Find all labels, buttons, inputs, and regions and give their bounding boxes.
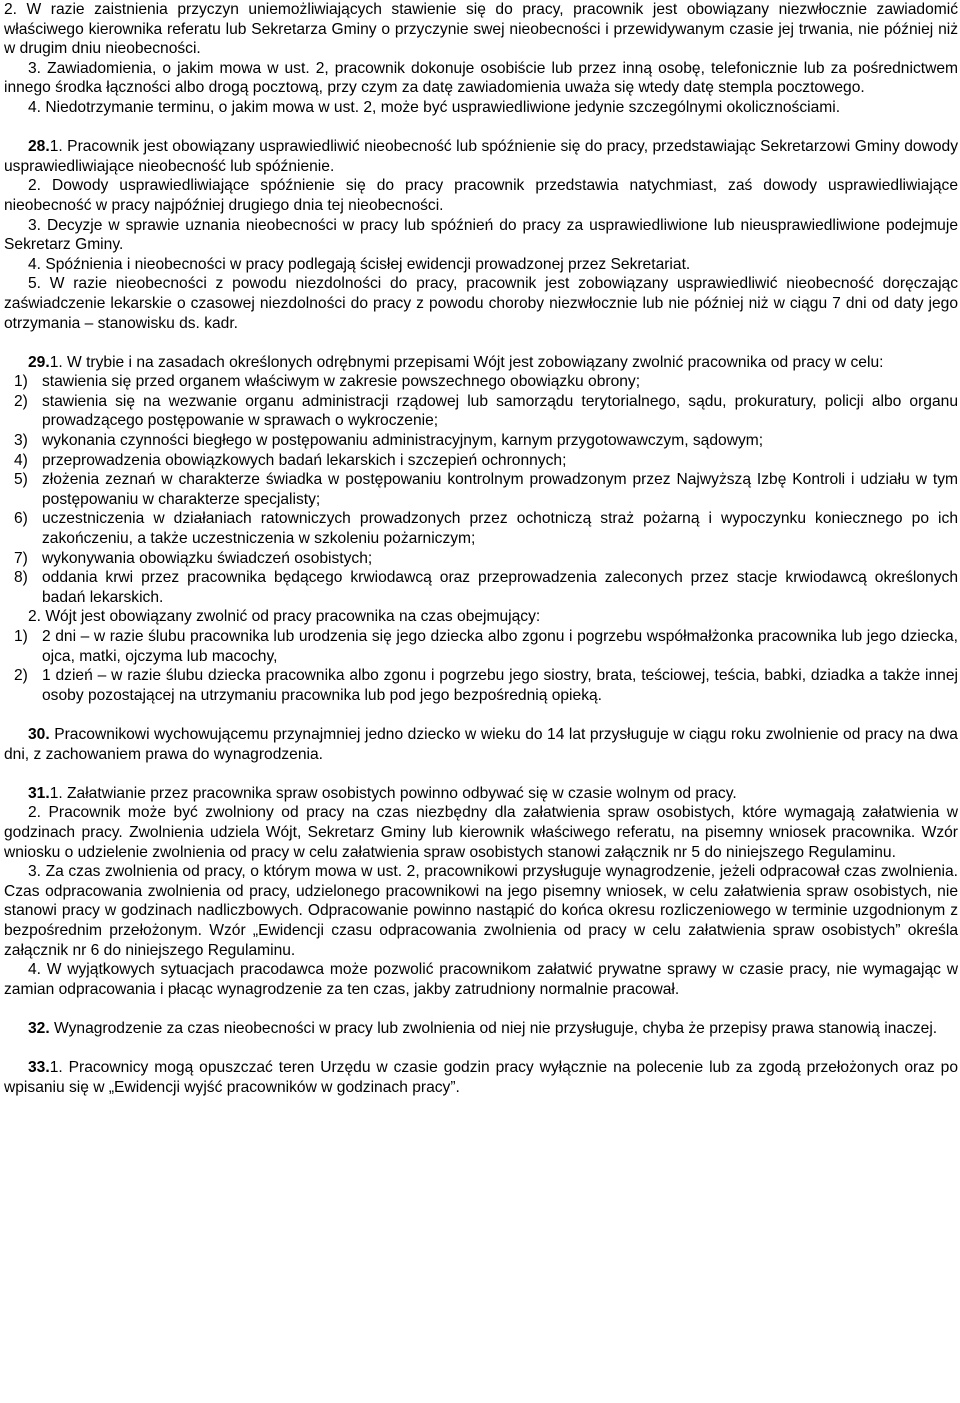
s30-paragraph-text: Pracownikowi wychowującemu przynajmniej jedno dziecko w wieku do 14 lat przysługuje w ciągu roku zwolnienie od pracy na dwa dni, z zachowaniem prawa do wynagrodzenia.	[4, 725, 958, 763]
s28-paragraph-2: 2. Dowody usprawiedliwiające spóźnienie się do pracy pracownik przedstawia natychmiast, zaś dowody usprawiedliwiające nieobecność w pracy najpóźniej drugiego dnia tej nieobecności.	[4, 177, 958, 214]
s31-paragraph-2: 2. Pracownik może być zwolniony od pracy na czas niezbędny dla załatwienia spraw osobistych, które wymagają załatwienia w godzinach pracy. Zwolnienia udziela Wójt, Sekretarz Gminy lub kierownik właściwego referatu, na pisemny wniosek pracownika. Wzór wniosku o udzielenie zwolnienia od pracy w celu załatwienia spraw osobistych stanowi załącznik nr 5 do niniejszego Regulaminu.	[4, 804, 958, 861]
s27-paragraph-3: 3. Zawiadomienia, o jakim mowa w ust. 2, pracownik dokonuje osobiście lub przez inną osobę, telefonicznie lub za pośrednictwem innego środka łączności albo drogą pocztową, przy czym za datę zawiadomienia uważa się wtedy datę stempla pocztowego.	[4, 59, 958, 97]
s31-paragraph-1	[4, 784, 958, 804]
s29-list-2	[4, 627, 958, 705]
s29-paragraph-1	[4, 353, 958, 373]
s29-paragraph-1-text: 1. W trybie i na zasadach określonych odrębnymi przepisami Wójt jest zobowiązany zwolnić pracownika od pracy w celu:	[49, 353, 884, 371]
list-item	[4, 509, 958, 548]
list-item-number: 8)	[14, 569, 28, 587]
list-item-text: stawienia się na wezwanie organu administracji rządowej lub samorządu terytorialnego, sądu, prokuratury, policji albo organu prowadzącego postępowanie w sprawach o wykroczenie;	[42, 392, 958, 430]
list-item-text: stawienia się przed organem właściwym w zakresie powszechnego obowiązku obrony;	[42, 373, 641, 391]
list-item	[4, 392, 958, 431]
list-item-number: 7)	[14, 549, 28, 567]
list-item	[4, 372, 958, 392]
list-item-text: 1 dzień – w razie ślubu dziecka pracownika albo zgonu i pogrzebu jego siostry, brata, teściowej, teścia, babki, dziadka a także innej osoby pozostającej na utrzymaniu pracownika lub pod jego bezpośrednią opieką.	[42, 667, 958, 704]
list-item-number: 1)	[14, 628, 28, 645]
section-spacer	[4, 1038, 958, 1058]
document-page	[4, 0, 958, 1097]
s27-paragraph-4: 4. Niedotrzymanie terminu, o jakim mowa w ust. 2, może być usprawiedliwione jedynie szczególnymi okolicznościami.	[28, 98, 841, 116]
list-item-number: 2)	[14, 667, 28, 685]
s28-number: 28.	[28, 138, 50, 156]
s33-paragraph-1	[4, 1058, 958, 1097]
list-item-text: wykonywania obowiązku świadczeń osobistych;	[42, 549, 373, 567]
list-item-number: 1)	[14, 373, 28, 391]
s28-paragraph-1	[4, 137, 958, 176]
list-item	[4, 431, 958, 451]
s28-paragraph-1-text: 1. Pracownik jest obowiązany usprawiedliwić nieobecność lub spóźnienie się do pracy, przedstawiając Sekretarzowi Gminy dowody usprawiedliwiające nieobecność lub spóźnienie.	[4, 138, 958, 175]
s29-list-1	[4, 372, 958, 607]
s31-paragraph-3: 3. Za czas zwolnienia od pracy, o którym mowa w ust. 2, pracownikowi przysługuje wynagrodzenie, jeżeli odpracował czas zwolnienia. Czas odpracowania zwolnienia od pracy, udzielonego pracownikowi na jego pisemny wniosek, w celu załatwienia spraw osobistych, nie stanowi pracy w godzinach nadliczbowych. Odpracowanie powinno nastąpić do końca okresu rozliczeniowego w terminie uzgodnionym z bezpośrednim przełożonym. Wzór „Ewidencji czasu odpracowania zwolnienia od pracy w celu załatwienia spraw osobistych” określa załącznik nr 6 do niniejszego Regulaminu.	[4, 863, 958, 959]
list-item	[4, 666, 958, 705]
list-item	[4, 451, 958, 471]
list-item-text: uczestniczenia w działaniach ratowniczych prowadzonych przez ochotniczą straż pożarną i wypoczynku koniecznego po ich zakończeniu, a także uczestniczenia w szkoleniu pożarniczym;	[42, 510, 958, 548]
s33-paragraph-1-text: 1. Pracownicy mogą opuszczać teren Urzędu w czasie godzin pracy wyłącznie na polecenie lub za zgodą przełożonych oraz po wpisaniu się w „Ewidencji wyjść pracowników w godzinach pracy”.	[4, 1059, 958, 1096]
list-item-number: 2)	[14, 392, 28, 410]
s28-paragraph-3: 3. Decyzje w sprawie uznania nieobecności w pracy lub spóźnień do pracy za usprawiedliwione lub nieusprawiedliwione podejmuje Sekretarz Gminy.	[4, 216, 958, 254]
s33-number: 33.	[28, 1059, 50, 1077]
list-item	[4, 568, 958, 607]
list-item	[4, 549, 958, 569]
s30-paragraph	[4, 725, 958, 764]
section-spacer	[4, 999, 958, 1019]
s29-number: 29.	[28, 353, 50, 371]
list-item-number: 6)	[14, 510, 28, 528]
list-item-text: 2 dni – w razie ślubu pracownika lub urodzenia się jego dziecka albo zgonu i pogrzebu współmałżonka pracownika lub jego dziecka, ojca, matki, ojczyma lub macochy,	[42, 628, 958, 665]
list-item-number: 3)	[14, 432, 28, 450]
s32-paragraph-text: Wynagrodzenie za czas nieobecności w pracy lub zwolnienia od niej nie przysługuje, chyba że przepisy prawa stanowią inaczej.	[54, 1019, 938, 1037]
s27-paragraph-2: 2. W razie zaistnienia przyczyn uniemożliwiających stawienie się do pracy, pracownik jest obowiązany niezwłocznie zawiadomić właściwego kierownika referatu lub Sekretarza Gminy o przyczynie swej nieobecności i przewidywanym czasie jej trwania, nie później niż w drugim dniu nieobecności.	[4, 1, 958, 58]
list-item-text: złożenia zeznań w charakterze świadka w postępowaniu kontrolnym prowadzonym przez Najwyższą Izbę Kontroli i udziału w tym postępowaniu w charakterze specjalisty;	[42, 471, 958, 508]
list-item	[4, 627, 958, 666]
list-item-number: 4)	[14, 451, 28, 469]
list-item-number: 5)	[14, 471, 28, 489]
section-spacer	[4, 764, 958, 784]
list-item	[4, 470, 958, 509]
list-item-text: wykonania czynności biegłego w postępowaniu administracyjnym, karnym przygotowawczym, sądowym;	[42, 432, 764, 450]
s30-number: 30.	[28, 725, 50, 743]
section-spacer	[4, 705, 958, 725]
s29-paragraph-2: 2. Wójt jest obowiązany zwolnić od pracy pracownika na czas obejmujący:	[28, 608, 541, 626]
s31-paragraph-1-text: 1. Załatwianie przez pracownika spraw osobistych powinno odbywać się w czasie wolnym od pracy.	[49, 784, 737, 802]
s32-paragraph	[4, 1019, 958, 1039]
s28-paragraph-5: 5. W razie nieobecności z powodu niezdolności do pracy, pracownik jest zobowiązany usprawiedliwić nieobecność doręczając zaświadczenie lekarskie o czasowej niezdolności do pracy z powodu choroby niezwłocznie lub nie później niż w ciągu 7 dni od daty jego otrzymania – stanowisku ds. kadr.	[4, 275, 958, 332]
s31-paragraph-4: 4. W wyjątkowych sytuacjach pracodawca może pozwolić pracownikom załatwić prywatne sprawy w czasie pracy, nie wymagając w zamian odpracowania i płacąc wynagrodzenie za ten czas, jakby zatrudniony normalnie pracował.	[4, 961, 958, 998]
s32-number: 32.	[28, 1019, 50, 1037]
list-item-text: oddania krwi przez pracownika będącego krwiodawcą oraz przeprowadzenia zaleconych przez stacje krwiodawcą określonych badań lekarskich.	[42, 569, 958, 606]
s28-paragraph-4: 4. Spóźnienia i nieobecności w pracy podlegają ścisłej ewidencji prowadzonej przez Sekretariat.	[28, 255, 691, 273]
list-item-text: przeprowadzenia obowiązkowych badań lekarskich i szczepień ochronnych;	[42, 451, 567, 469]
section-spacer	[4, 118, 958, 138]
s31-number: 31.	[28, 784, 50, 802]
section-spacer	[4, 333, 958, 353]
